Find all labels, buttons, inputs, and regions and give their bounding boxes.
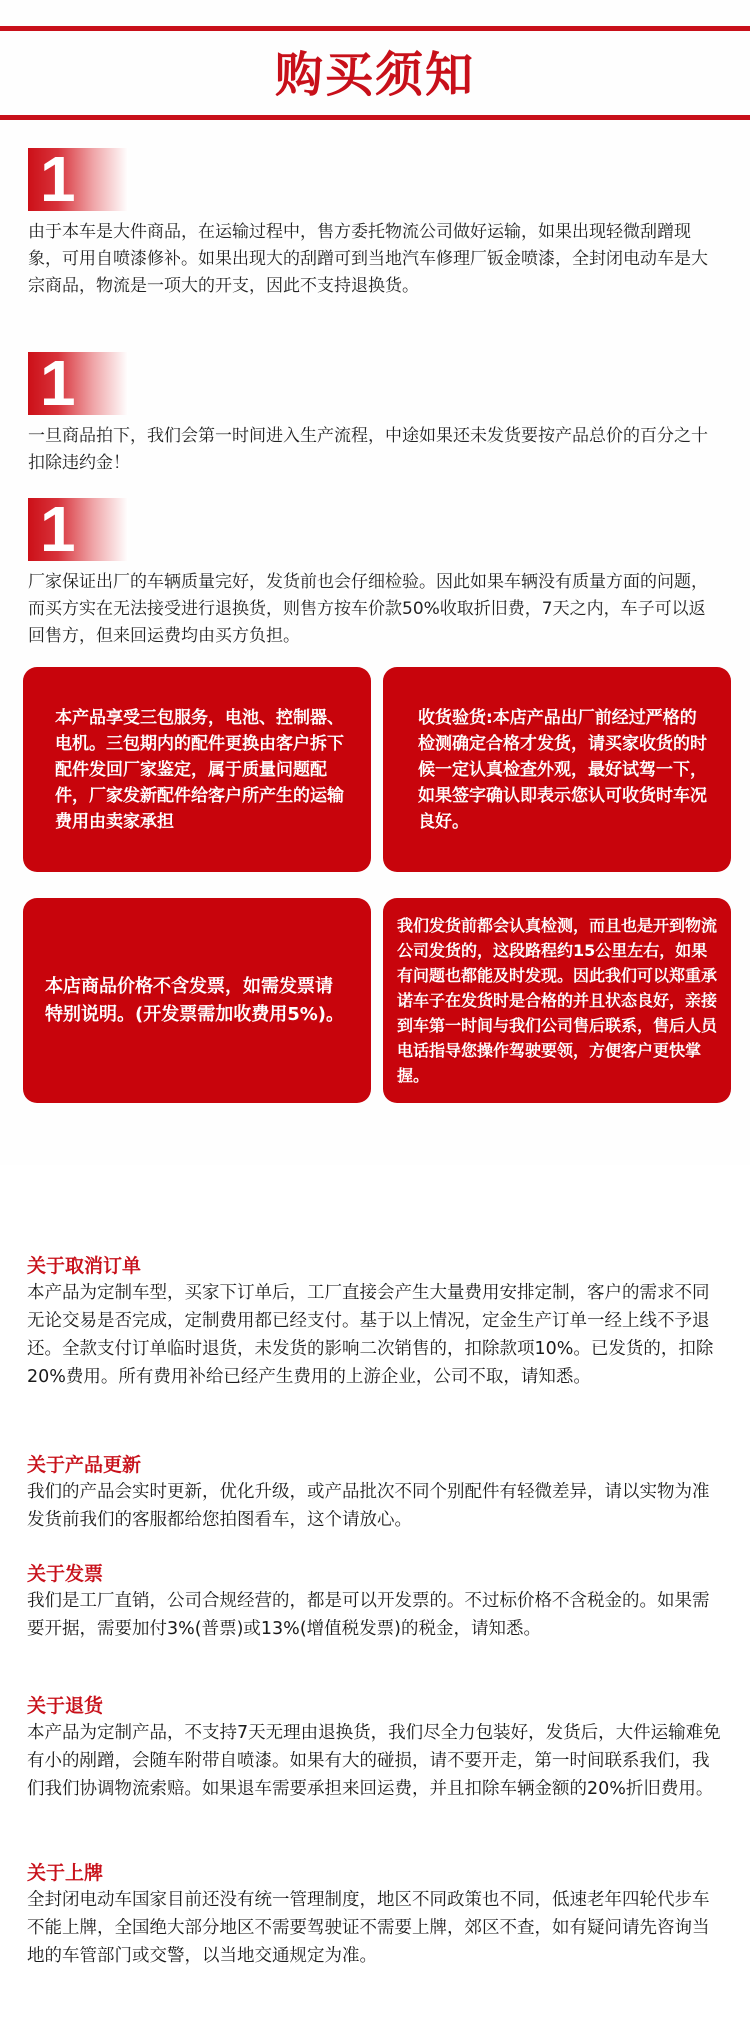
section-body: 本产品为定制产品，不支持7天无理由退换货，我们尽全力包装好，发货后，大件运输难免有小的剐蹭，会随车附带自喷漆。如果有大的碰损，请不要开走，第一时间联系我们，我们我们协调物流索赔。如果退车需要承担来回运费，并且扣除车辆金额的20%折旧费用。 bbox=[27, 1723, 721, 1799]
badge-number: 1 bbox=[40, 493, 76, 565]
section-title: 关于取消订单 bbox=[27, 1255, 142, 1277]
page-title: 购买须知 bbox=[274, 47, 475, 103]
section-invoice bbox=[27, 1561, 727, 1643]
header-top-rule bbox=[0, 26, 750, 31]
notice-text: 一旦商品拍下，我们会第一时间进入生产流程，中途如果还未发货要按产品总价的百分之十扣除违约金！ bbox=[28, 426, 708, 473]
inspection-card bbox=[383, 667, 731, 872]
section-title: 关于产品更新 bbox=[27, 1454, 142, 1476]
number-badge bbox=[28, 143, 128, 215]
section-body: 本产品为定制车型，买家下订单后，工厂直接会产生大量费用安排定制，客户的需求不同无论交易是否完成，定制费用都已经支付。基于以上情况，定金生产订单一经上线不予退还。全款支付订单临时退货，未发货的影响二次销售的，扣除款项10%。已发货的，扣除20%费用。所有费用补给已经产生费用的上游企业，公司不取，请知悉。 bbox=[27, 1283, 714, 1387]
notice-item bbox=[28, 347, 728, 477]
number-badge bbox=[28, 493, 128, 565]
notice-text: 厂家保证出厂的车辆质量完好，发货前也会仔细检验。因此如果车辆没有质量方面的问题，而买方实在无法接受进行退换货，则售方按车价款50%收取折旧费，7天之内，车子可以返回售方，但来回运费均由买方负担。 bbox=[28, 572, 708, 646]
number-badge bbox=[28, 347, 128, 419]
card-text: 本产品享受三包服务，电池、控制器、电机。三包期内的配件更换由客户拆下配件发回厂家鉴定，属于质量问题配件，厂家发新配件给客户所产生的运输费用由卖家承担 bbox=[55, 707, 344, 832]
section-returns bbox=[27, 1693, 727, 1803]
header-bottom-rule bbox=[0, 115, 750, 120]
section-license-plate bbox=[27, 1860, 727, 1970]
section-title: 关于上牌 bbox=[27, 1862, 104, 1884]
badge-number: 1 bbox=[40, 347, 76, 419]
card-text: 收货验货:本店产品出厂前经过严格的检测确定合格才发货，请买家收货的时候一定认真检查外观，最好试驾一下，如果签字确认即表示您认可收货时车况良好。 bbox=[418, 707, 707, 832]
section-product-update bbox=[27, 1452, 727, 1534]
card-text: 本店商品价格不含发票，如需发票请特别说明。(开发票需加收费用5%)。 bbox=[45, 975, 345, 1025]
notice-item bbox=[28, 493, 728, 650]
card-text: 我们发货前都会认真检测，而且也是开到物流公司发货的，这段路程约15公里左右，如果有问题也都能及时发现。因此我们可以郑重承诺车子在发货时是合格的并且状态良好，亲接到车第一时间与我们公司售后联系，售后人员电话指导您操作驾驶要领，方便客户更快掌握。 bbox=[397, 916, 718, 1085]
section-cancel-order bbox=[27, 1253, 727, 1391]
section-body: 全封闭电动车国家目前还没有统一管理制度，地区不同政策也不同，低速老年四轮代步车不能上牌，全国绝大部分地区不需要驾驶证不需要上牌，郊区不查，如有疑问请先咨询当地的车管部门或交警，以当地交通规定为准。 bbox=[27, 1890, 710, 1966]
notice-text: 由于本车是大件商品，在运输过程中，售方委托物流公司做好运输，如果出现轻微刮蹭现象，可用自喷漆修补。如果出现大的刮蹭可到当地汽车修理厂钣金喷漆，全封闭电动车是大宗商品，物流是一项大的开支，因此不支持退换货。 bbox=[28, 222, 708, 296]
section-body: 我们是工厂直销，公司合规经营的，都是可以开发票的。不过标价格不含税金的。如果需要开据，需要加付3%(普票)或13%(增值税发票)的税金，请知悉。 bbox=[27, 1591, 710, 1639]
warranty-card bbox=[23, 667, 371, 872]
delivery-check-card bbox=[383, 898, 731, 1103]
invoice-card bbox=[23, 898, 371, 1103]
section-title: 关于发票 bbox=[27, 1563, 104, 1585]
section-title: 关于退货 bbox=[27, 1695, 104, 1717]
notice-item bbox=[28, 143, 728, 300]
badge-number: 1 bbox=[40, 143, 76, 215]
section-body: 我们的产品会实时更新，优化升级，或产品批次不同个别配件有轻微差异，请以实物为准发货前我们的客服都给您拍图看车，这个请放心。 bbox=[27, 1482, 710, 1530]
